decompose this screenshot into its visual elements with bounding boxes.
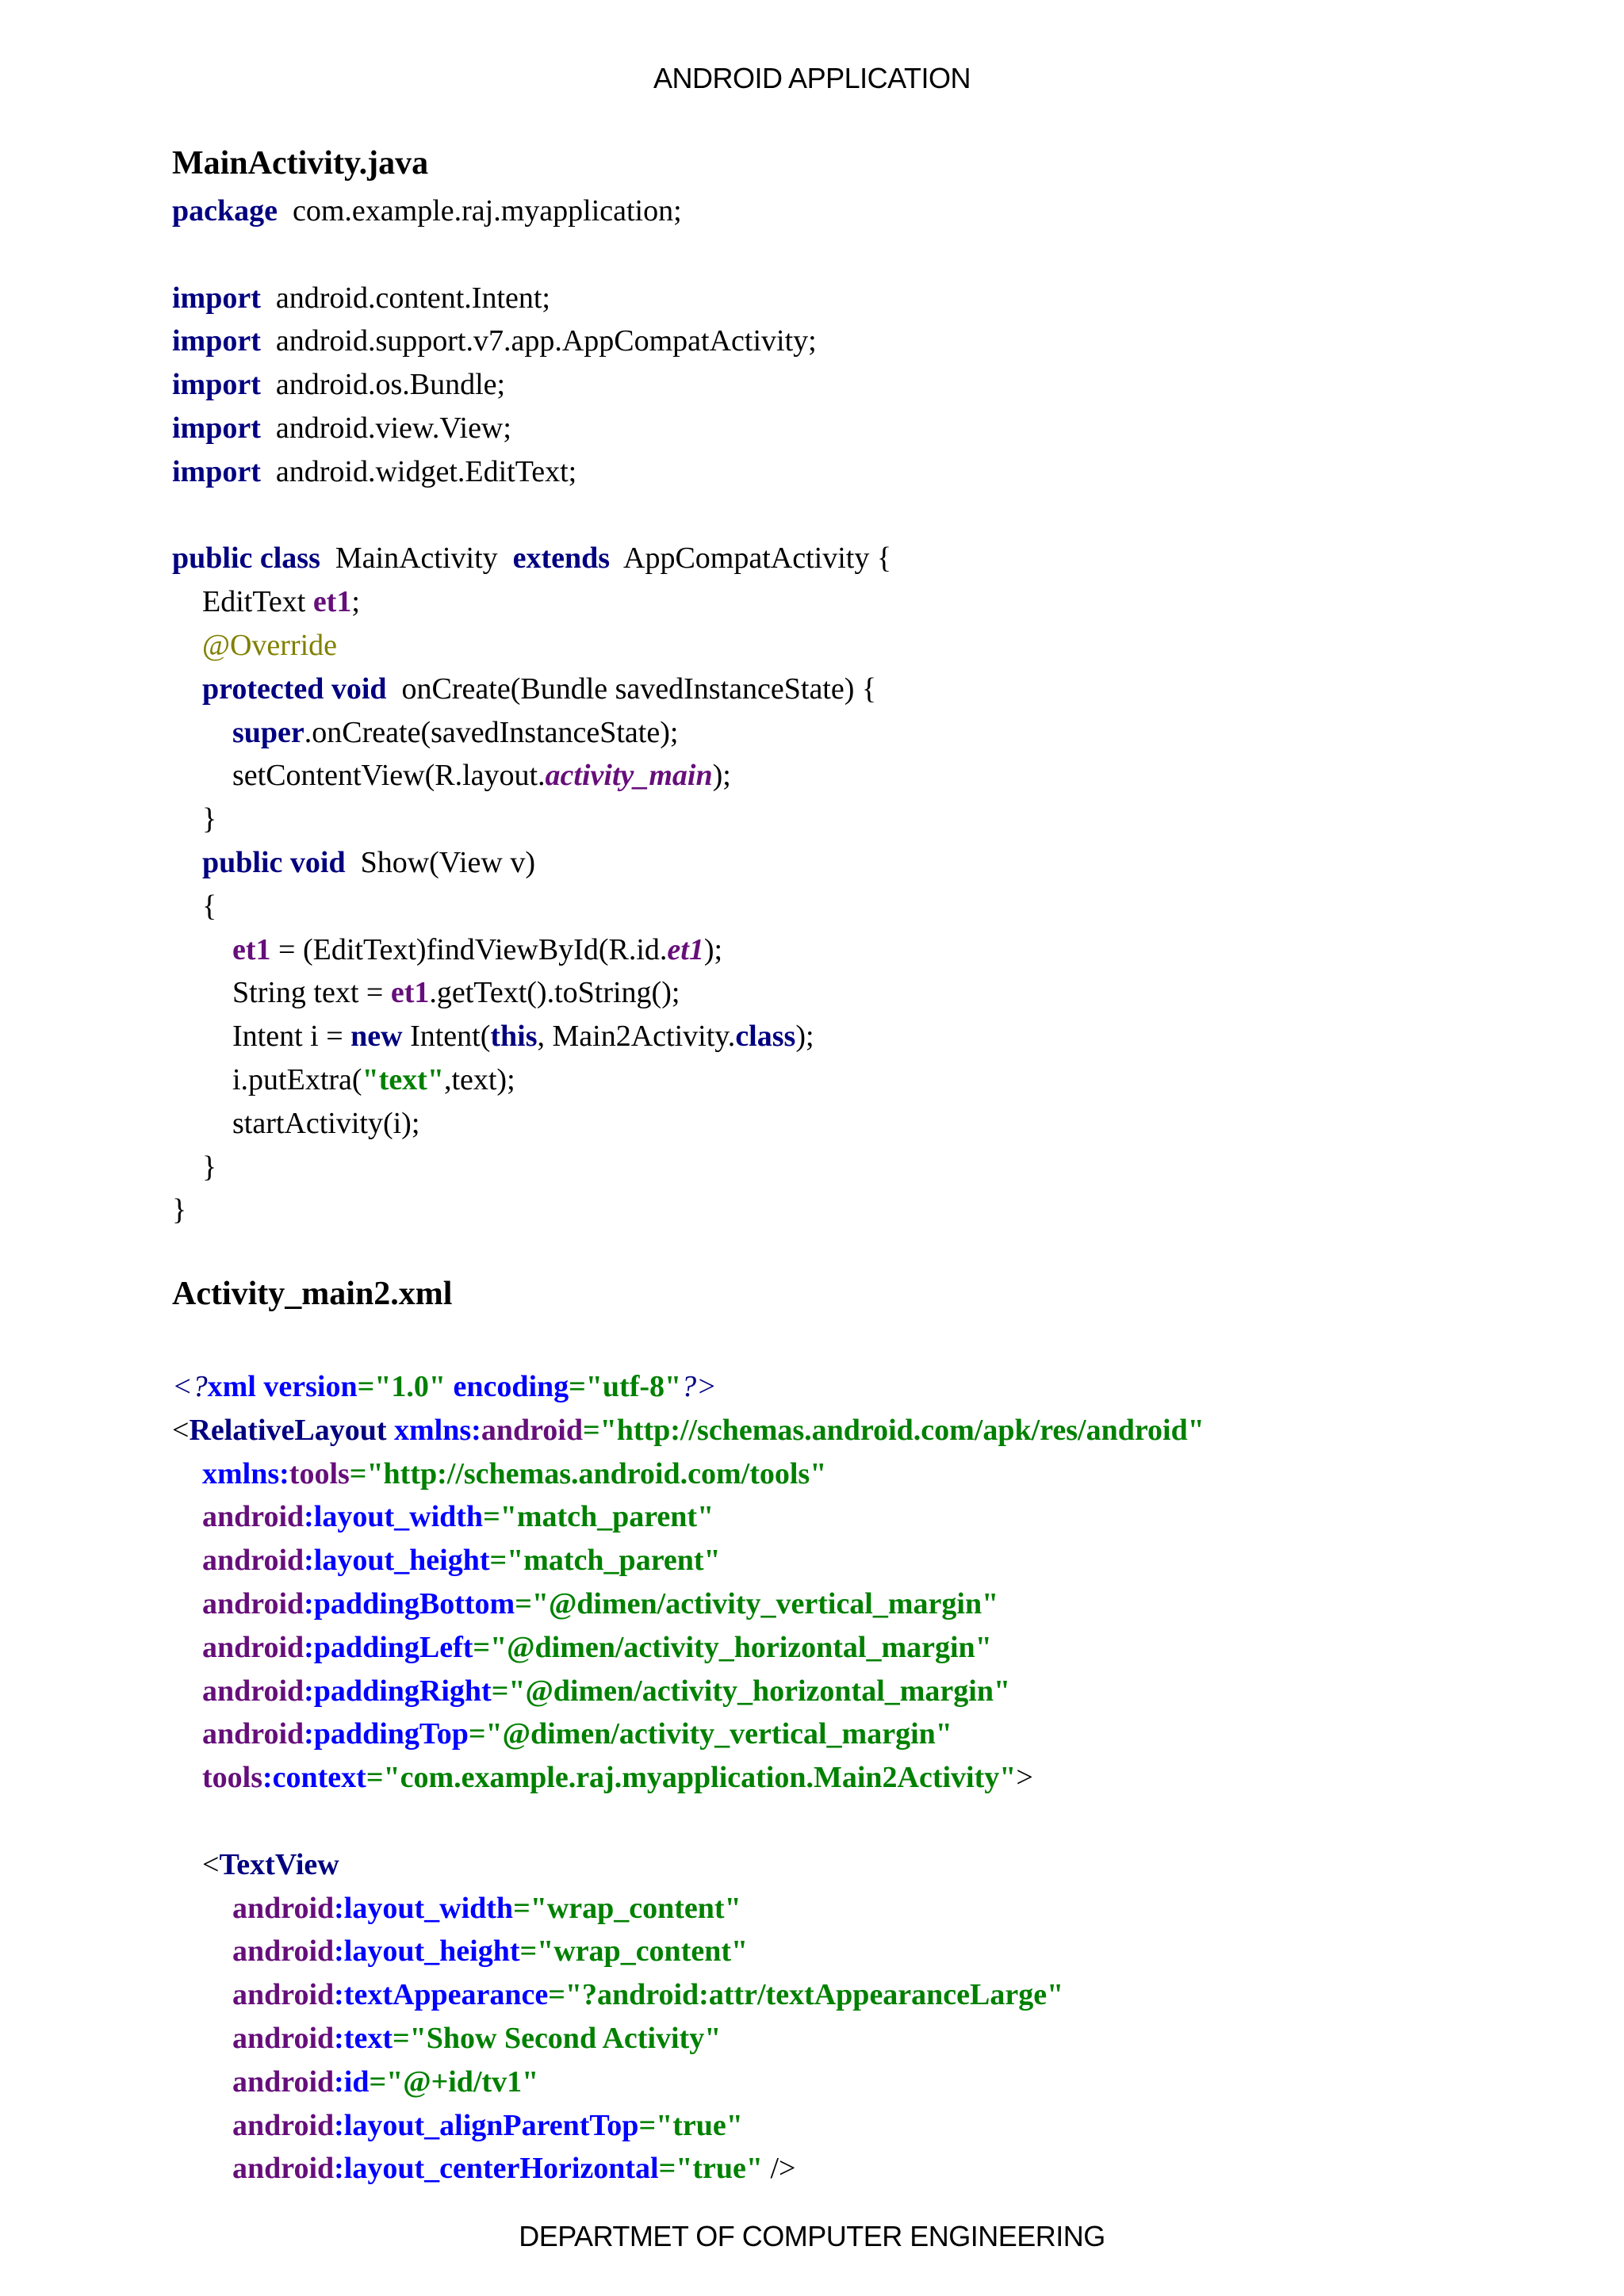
code-token: import <box>172 411 261 445</box>
code-token: ="1.0" <box>357 1370 446 1403</box>
code-token: MainActivity <box>320 541 513 576</box>
code-line <box>172 1146 891 1189</box>
code-line <box>172 1365 1205 1409</box>
code-token: { <box>172 889 217 923</box>
code-token: extends <box>512 541 611 576</box>
code-token: ="utf-8" <box>569 1370 682 1403</box>
code-line <box>172 233 891 277</box>
code-line <box>172 711 891 755</box>
code-line <box>172 624 891 668</box>
code-line <box>172 1843 1205 1887</box>
code-line <box>172 407 891 450</box>
code-line <box>172 2017 1205 2061</box>
code-line <box>172 1188 891 1232</box>
code-line <box>172 1452 1205 1496</box>
code-line <box>172 1930 1205 1973</box>
code-token: ="true" <box>638 2108 743 2142</box>
code-token: Intent( <box>402 1020 491 1054</box>
code-line <box>172 1670 1205 1713</box>
code-token: :context <box>262 1761 366 1795</box>
code-token: .onCreate(savedInstanceState); <box>304 715 679 749</box>
code-token: import <box>172 454 261 488</box>
code-line <box>172 1539 1205 1582</box>
code-token: ="match_parent" <box>489 1544 721 1578</box>
code-token: ); <box>712 759 731 793</box>
code-token: ="@dimen/activity_vertical_margin" <box>468 1717 952 1751</box>
code-token: EditText <box>172 585 313 619</box>
code-token: android <box>172 1630 304 1664</box>
code-line <box>172 1887 1205 1931</box>
code-token: android <box>481 1413 583 1447</box>
code-token: ="wrap_content" <box>519 1934 749 1969</box>
code-token: @Override <box>172 628 338 662</box>
code-token: protected void <box>172 672 387 706</box>
code-token: ); <box>703 932 723 966</box>
code-token: } <box>172 802 217 836</box>
code-line <box>172 1800 1205 1843</box>
section-title-java: MainActivity.java <box>172 145 429 182</box>
code-token: i.putExtra( <box>172 1062 362 1096</box>
code-token: android <box>172 1891 335 1925</box>
code-line <box>172 537 891 580</box>
code-token: encoding <box>445 1370 569 1403</box>
code-token: :layout_alignParentTop <box>334 2108 639 2142</box>
code-token: < <box>172 1413 190 1447</box>
code-token: :paddingTop <box>304 1717 469 1751</box>
code-token: et1 <box>312 585 352 619</box>
code-token: android.content.Intent; <box>260 281 550 315</box>
code-token: ; <box>351 585 360 619</box>
code-line <box>172 1756 1205 1800</box>
code-token: } <box>172 1193 187 1227</box>
code-token: android <box>172 2064 335 2099</box>
xml-code-block <box>172 1365 1205 2191</box>
code-line <box>172 580 891 624</box>
code-token: activity_main <box>545 759 713 793</box>
code-token: startActivity(i); <box>172 1106 420 1140</box>
code-token: "text" <box>362 1062 444 1096</box>
code-token: xml version <box>207 1370 358 1403</box>
code-line <box>172 1058 891 1102</box>
code-token: ="true" <box>658 2152 763 2186</box>
code-line <box>172 1409 1205 1452</box>
code-token: android <box>172 1674 304 1708</box>
code-token: ="@dimen/activity_horizontal_margin" <box>491 1674 1011 1708</box>
code-token: :layout_width <box>304 1500 484 1534</box>
code-token: AppCompatActivity { <box>610 541 892 576</box>
code-line <box>172 450 891 494</box>
code-token: setContentView(R.layout. <box>172 759 546 793</box>
code-line <box>172 2147 1205 2191</box>
code-token: android <box>172 1586 304 1621</box>
code-line <box>172 189 891 233</box>
code-line <box>172 2104 1205 2148</box>
code-token: , Main2Activity. <box>537 1020 736 1054</box>
code-token: public void <box>172 845 346 879</box>
code-token: ="wrap_content" <box>513 1891 741 1925</box>
code-token: import <box>172 324 261 358</box>
code-token: xmlns: <box>386 1413 481 1447</box>
code-token: this <box>490 1020 538 1054</box>
code-token: :layout_width <box>334 1891 514 1925</box>
code-line <box>172 2061 1205 2104</box>
code-token: :layout_height <box>334 1934 520 1969</box>
code-token: tools <box>172 1761 262 1795</box>
code-token: TextView <box>219 1847 339 1881</box>
code-token: android <box>172 1978 335 2012</box>
code-token: android.support.v7.app.AppCompatActivity; <box>260 324 817 358</box>
code-token: android <box>172 2108 335 2142</box>
code-line <box>172 928 891 972</box>
code-token: < <box>172 1847 220 1881</box>
code-line <box>172 1582 1205 1626</box>
code-token: ); <box>795 1020 814 1054</box>
code-token: String text = <box>172 976 391 1010</box>
code-token: :paddingBottom <box>304 1586 515 1621</box>
code-token: android <box>172 1544 304 1578</box>
code-token: } <box>172 1150 217 1184</box>
code-token: ="com.example.raj.myapplication.Main2Activity" <box>366 1761 1017 1795</box>
java-code-block <box>172 189 891 1232</box>
code-token: android <box>172 2152 335 2186</box>
code-token: > <box>1016 1761 1033 1795</box>
code-line <box>172 1973 1205 2017</box>
code-token: /> <box>762 2152 796 2186</box>
code-token: xmlns: <box>172 1456 289 1490</box>
code-token: import <box>172 368 261 402</box>
page-footer: DEPARTMET OF COMPUTER ENGINEERING <box>519 2220 1105 2252</box>
code-line <box>172 798 891 841</box>
code-token: Intent i = <box>172 1020 351 1054</box>
code-line <box>172 1712 1205 1756</box>
code-line <box>172 363 891 407</box>
code-token: ="Show Second Activity" <box>392 2021 722 2055</box>
code-token: <? <box>172 1370 208 1403</box>
code-token: ="http://schemas.android.com/apk/res/android" <box>582 1413 1205 1447</box>
code-token: com.example.raj.myapplication; <box>278 194 682 228</box>
section-title-xml: Activity_main2.xml <box>172 1276 453 1312</box>
code-token: .getText().toString(); <box>429 976 680 1010</box>
code-token: ="@+id/tv1" <box>369 2064 539 2099</box>
code-token: ="http://schemas.android.com/tools" <box>349 1456 827 1490</box>
code-token: :paddingRight <box>304 1674 492 1708</box>
code-token: :textAppearance <box>334 1978 549 2012</box>
code-token: et1 <box>390 976 430 1010</box>
code-line <box>172 1626 1205 1670</box>
code-token: ="?android:attr/textAppearanceLarge" <box>548 1978 1064 2012</box>
code-token: Show(View v) <box>345 845 535 879</box>
code-token: new <box>350 1020 403 1054</box>
code-token: et1 <box>172 932 271 966</box>
code-line <box>172 320 891 363</box>
code-line <box>172 1102 891 1146</box>
code-token: android <box>172 1500 304 1534</box>
code-line <box>172 971 891 1015</box>
code-token: android <box>172 2021 335 2055</box>
code-line <box>172 1495 1205 1539</box>
code-token: android.os.Bundle; <box>260 368 506 402</box>
code-line <box>172 1015 891 1058</box>
code-token: :layout_centerHorizontal <box>334 2152 659 2186</box>
code-token: super <box>172 715 304 749</box>
code-token: et1 <box>667 932 704 966</box>
code-token: import <box>172 281 261 315</box>
code-line <box>172 754 891 798</box>
code-token: onCreate(Bundle savedInstanceState) { <box>386 672 877 706</box>
code-token: public class <box>172 541 320 576</box>
code-token: android <box>172 1934 335 1969</box>
code-token: ="@dimen/activity_vertical_margin" <box>515 1586 999 1621</box>
code-token: ,text); <box>443 1062 515 1096</box>
code-token: :layout_height <box>304 1544 490 1578</box>
code-token: = (EditText)findViewById(R.id. <box>270 932 668 966</box>
code-token: android.widget.EditText; <box>260 454 577 488</box>
code-token: :id <box>334 2064 370 2099</box>
code-token: android <box>172 1717 304 1751</box>
code-token: :text <box>334 2021 393 2055</box>
code-line <box>172 885 891 928</box>
code-token: :paddingLeft <box>304 1630 473 1664</box>
code-token: android.view.View; <box>260 411 511 445</box>
code-line <box>172 668 891 711</box>
code-token: ="@dimen/activity_horizontal_margin" <box>473 1630 992 1664</box>
page-header: ANDROID APPLICATION <box>653 62 971 94</box>
code-token: ?> <box>681 1370 717 1403</box>
code-line <box>172 494 891 538</box>
code-token: class <box>735 1020 796 1054</box>
code-line <box>172 277 891 320</box>
code-token: package <box>172 194 278 228</box>
code-line <box>172 841 891 885</box>
code-token: RelativeLayout <box>189 1413 387 1447</box>
code-token: ="match_parent" <box>483 1500 714 1534</box>
code-token: tools <box>289 1456 350 1490</box>
